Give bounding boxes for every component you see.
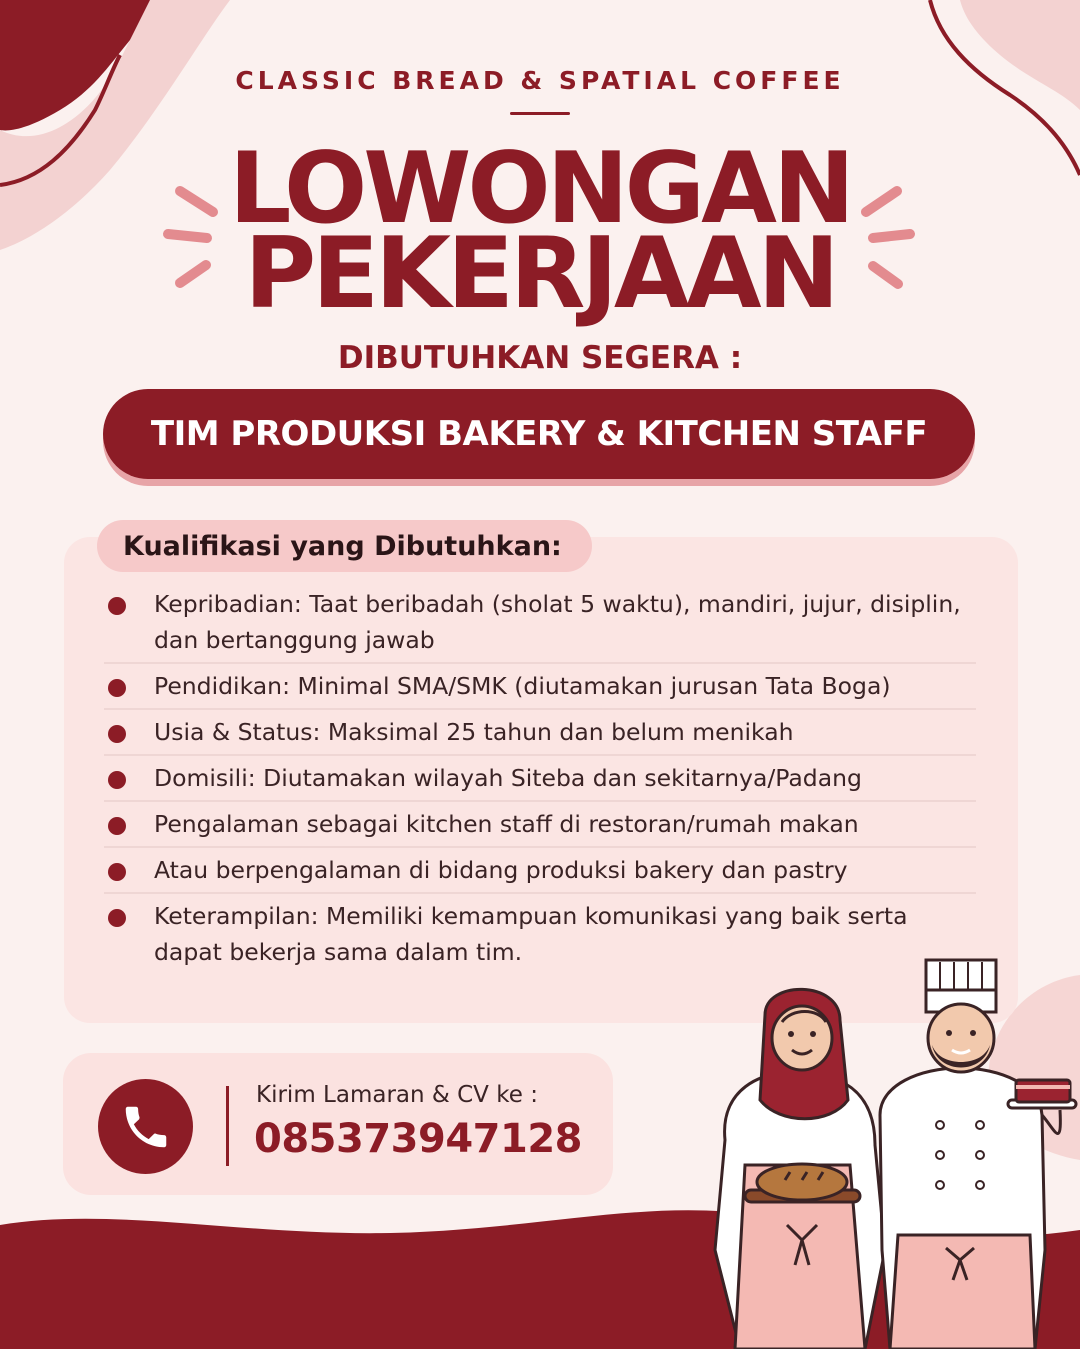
contact-label: Kirim Lamaran & CV ke :: [256, 1082, 538, 1108]
bread-icon: [757, 1164, 847, 1200]
chef-illustration: [880, 960, 1076, 1349]
phone-glyph: [119, 1100, 173, 1154]
bullet-icon: [108, 863, 126, 881]
headline-line-2: PEKERJAAN: [244, 217, 836, 331]
headline-line-1: LOWONGAN: [229, 132, 851, 246]
divider: [510, 112, 570, 115]
contact-divider: [226, 1086, 229, 1166]
qualifications-title: Kualifikasi yang Dibutuhkan:: [97, 520, 592, 572]
cake-icon: [1016, 1080, 1070, 1102]
list-item: Usia & Status: Maksimal 25 tahun dan belum menikah: [104, 710, 976, 756]
position-title: TIM PRODUKSI BAKERY & KITCHEN STAFF: [150, 414, 928, 454]
chefs-illustration: [690, 950, 1080, 1349]
bullet-icon: [108, 725, 126, 743]
bullet-icon: [108, 909, 126, 927]
urgent-label: DIBUTUHKAN SEGERA :: [337, 340, 743, 376]
position-banner: [103, 389, 975, 479]
bullet-icon: [108, 771, 126, 789]
hijab-baker-illustration: [715, 989, 885, 1349]
list-item: Pendidikan: Minimal SMA/SMK (diutamakan jurusan Tata Boga): [104, 664, 976, 710]
phone-number[interactable]: 085373947128: [254, 1116, 582, 1162]
qualifications-list: [104, 582, 976, 974]
list-item: Pengalaman sebagai kitchen staff di restoran/rumah makan: [104, 802, 976, 848]
bullet-icon: [108, 817, 126, 835]
brand-name: CLASSIC BREAD & SPATIAL COFFEE: [235, 66, 845, 95]
list-item: Kepribadian: Taat beribadah (sholat 5 waktu), mandiri, jujur, disiplin, dan bertanggung jawab: [104, 582, 976, 664]
phone-icon[interactable]: [98, 1079, 193, 1174]
list-item: Atau berpengalaman di bidang produksi bakery dan pastry: [104, 848, 976, 894]
bullet-icon: [108, 679, 126, 697]
list-item: Domisili: Diutamakan wilayah Siteba dan sekitarnya/Padang: [104, 756, 976, 802]
bullet-icon: [108, 597, 126, 615]
list-item: Keterampilan: Memiliki kemampuan komunikasi yang baik serta dapat bekerja sama dalam tim.: [104, 894, 976, 974]
